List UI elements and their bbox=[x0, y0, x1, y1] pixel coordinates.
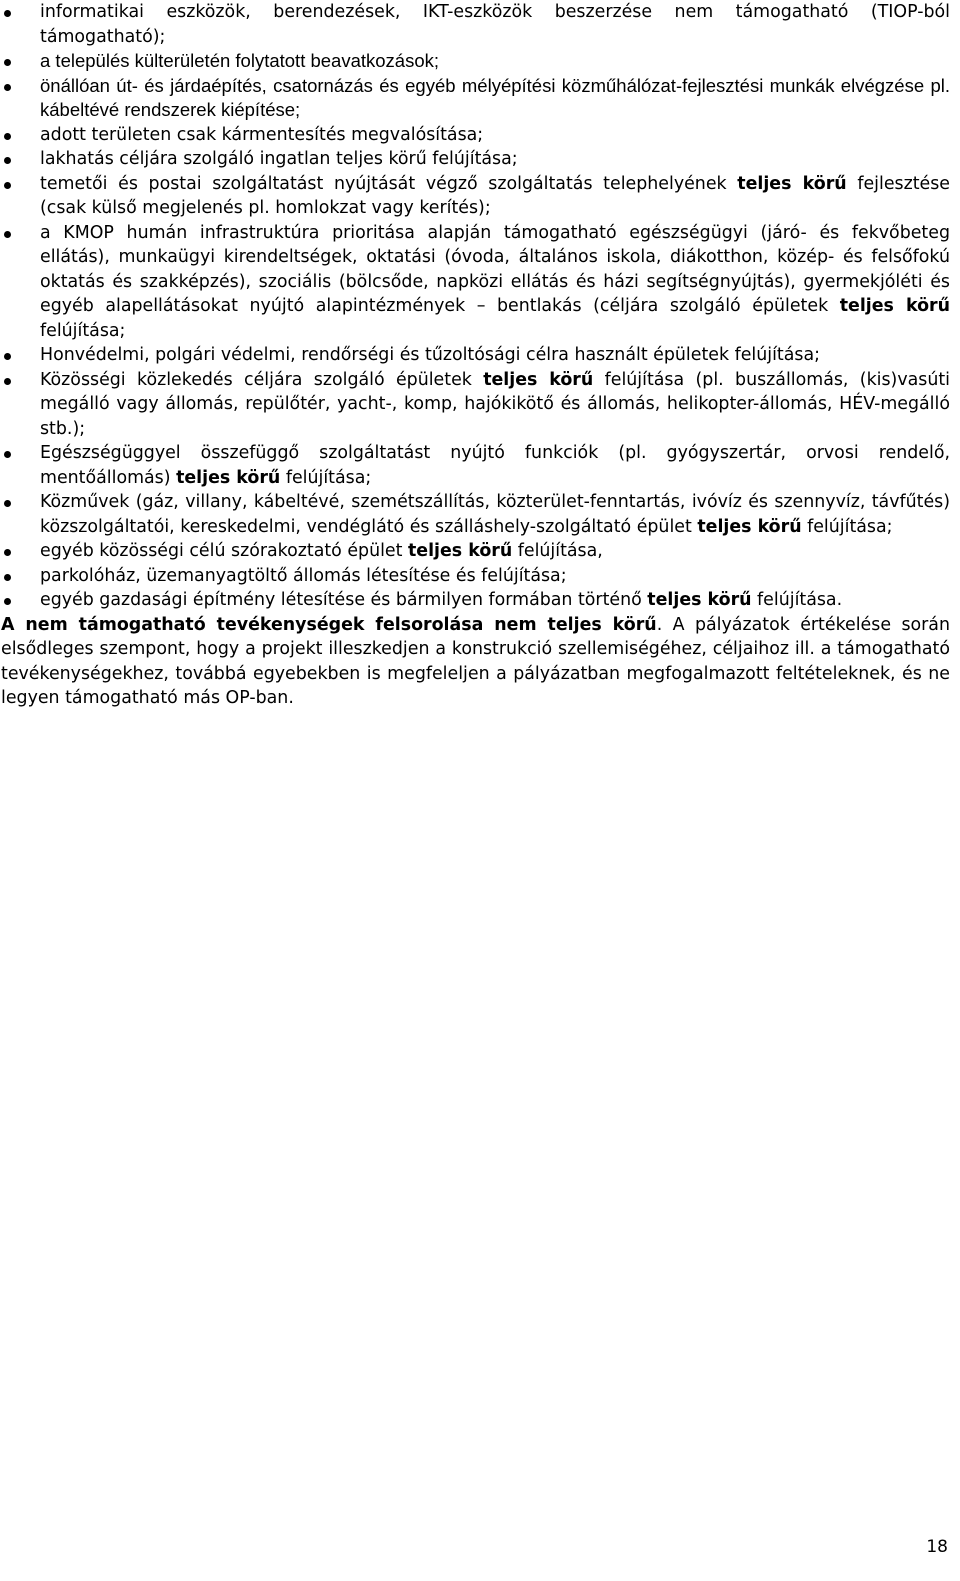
bold-text-segment: teljes körű bbox=[483, 369, 594, 390]
text-segment: adott területen csak kármentesítés megvalósítása; bbox=[40, 124, 484, 145]
unsupported-activities-list bbox=[0, 0, 960, 613]
text-segment: lakhatás céljára szolgáló ingatlan teljes körű felújítása; bbox=[40, 149, 518, 169]
text-segment: felújítása, bbox=[512, 541, 603, 561]
bold-text-segment: A nem támogatható tevékenységek felsorolása nem teljes körű bbox=[1, 614, 657, 635]
bullet-icon bbox=[4, 84, 11, 91]
text-segment: temetői és postai szolgáltatást nyújtását végző szolgáltatás telephelyének bbox=[40, 173, 738, 194]
text-segment: Közművek (gáz, villany, kábeltévé, szemétszállítás, közterület-fenntartás, ivóvíz és szennyvíz, távfűtés) közszolgáltatói, kereskedelmi, vendéglátó és szálláshely-szolgáltató épület bbox=[40, 492, 950, 537]
text-segment: fejlesztése (csak külső megjelenés pl. homlokzat vagy kerítés); bbox=[40, 173, 950, 218]
text-segment: a KMOP humán infrastruktúra prioritása alapján támogatható egészségügyi (járó- és fekvőbeteg ellátás), munkaügyi kirendeltségek, oktatási (óvoda, általános iskola, diákotthon, közép- és felsőfokú oktatás és szakképzés), szociális (bölcsőde, napközi ellátás és házi segítségnyújtás), gyermekjóléti és egyéb alapellátásokat nyújtó alapintézmények – bentlakás (céljára szolgáló épületek bbox=[40, 222, 950, 316]
list-item bbox=[0, 221, 960, 344]
bullet-icon bbox=[4, 500, 11, 507]
text-segment: parkolóház, üzemanyagtöltő állomás létesítése és felújítása; bbox=[40, 565, 567, 586]
list-item bbox=[0, 564, 960, 589]
list-item bbox=[0, 490, 960, 539]
list-item bbox=[0, 343, 960, 368]
bold-text-segment: teljes körű bbox=[407, 541, 513, 561]
bullet-icon bbox=[4, 231, 11, 238]
text-segment: felújítása; bbox=[280, 467, 372, 488]
bullet-icon bbox=[4, 549, 11, 556]
list-item bbox=[0, 49, 960, 74]
bullet-icon bbox=[4, 133, 11, 140]
bullet-icon bbox=[4, 598, 11, 605]
list-item bbox=[0, 172, 960, 221]
list-item bbox=[0, 588, 960, 613]
bullet-icon bbox=[4, 10, 11, 17]
text-segment: felújítása; bbox=[40, 320, 126, 341]
list-item bbox=[0, 441, 960, 490]
text-segment: felújítása (pl. buszállomás, (kis)vasúti megálló vagy állomás, repülőtér, yacht-, komp, hajókikötő és állomás, helikopter-állomás, HÉV-megálló stb.); bbox=[40, 369, 951, 439]
bullet-icon bbox=[4, 378, 11, 385]
list-item bbox=[0, 74, 960, 123]
text-segment: egyéb közösségi célú szórakoztató épület bbox=[40, 541, 408, 561]
text-segment: felújítása; bbox=[801, 516, 893, 537]
bold-text-segment: teljes körű bbox=[647, 590, 752, 610]
text-segment: Közösségi közlekedés céljára szolgáló épületek bbox=[40, 369, 484, 390]
list-item bbox=[0, 123, 960, 148]
bold-text-segment: teljes körű bbox=[737, 173, 847, 194]
text-segment: Honvédelmi, polgári védelmi, rendőrségi és tűzoltósági célra használt épületek felújítása; bbox=[40, 345, 820, 365]
list-item bbox=[0, 539, 960, 564]
closing-paragraph bbox=[0, 613, 960, 711]
list-item bbox=[0, 0, 960, 49]
bullet-icon bbox=[4, 353, 11, 360]
text-segment: felújítása. bbox=[751, 590, 843, 610]
bullet-icon bbox=[4, 59, 11, 66]
bullet-icon bbox=[4, 574, 11, 581]
page-number: 18 bbox=[926, 1537, 948, 1557]
list-item bbox=[0, 147, 960, 172]
bullet-icon bbox=[4, 182, 11, 189]
text-segment: a település külterületén folytatott beavatkozások; bbox=[40, 50, 440, 71]
bullet-icon bbox=[4, 157, 11, 164]
bold-text-segment: teljes körű bbox=[839, 296, 950, 316]
document-body bbox=[0, 0, 960, 711]
text-segment: önállóan út- és járdaépítés, csatornázás és egyéb mélyépítési közműhálózat-fejlesztési munkák elvégzése pl. kábeltévé rendszerek kiépítése; bbox=[40, 74, 950, 120]
bold-text-segment: teljes körű bbox=[176, 467, 281, 488]
bullet-icon bbox=[4, 451, 11, 458]
list-item bbox=[0, 368, 960, 442]
text-segment: Egészségüggyel összefüggő szolgáltatást nyújtó funkciók (pl. gyógyszertár, orvosi rendelő, mentőállomás) bbox=[40, 443, 950, 488]
text-segment: egyéb gazdasági építmény létesítése és bármilyen formában történő bbox=[40, 590, 648, 610]
text-segment: informatikai eszközök, berendezések, IKT-eszközök beszerzése nem támogatható (TIOP-ból támogatható); bbox=[40, 2, 950, 47]
text-segment: . A pályázatok értékelése során elsődleges szempont, hogy a projekt illeszkedjen a konstrukció szellemiségéhez, céljaihoz ill. a támogatható tevékenységekhez, továbbá egyebekben is megfeleljen a pályázatban megfogalmazott feltételeknek, és ne legyen támogatható más OP-ban. bbox=[1, 614, 950, 708]
bold-text-segment: teljes körű bbox=[697, 516, 802, 537]
